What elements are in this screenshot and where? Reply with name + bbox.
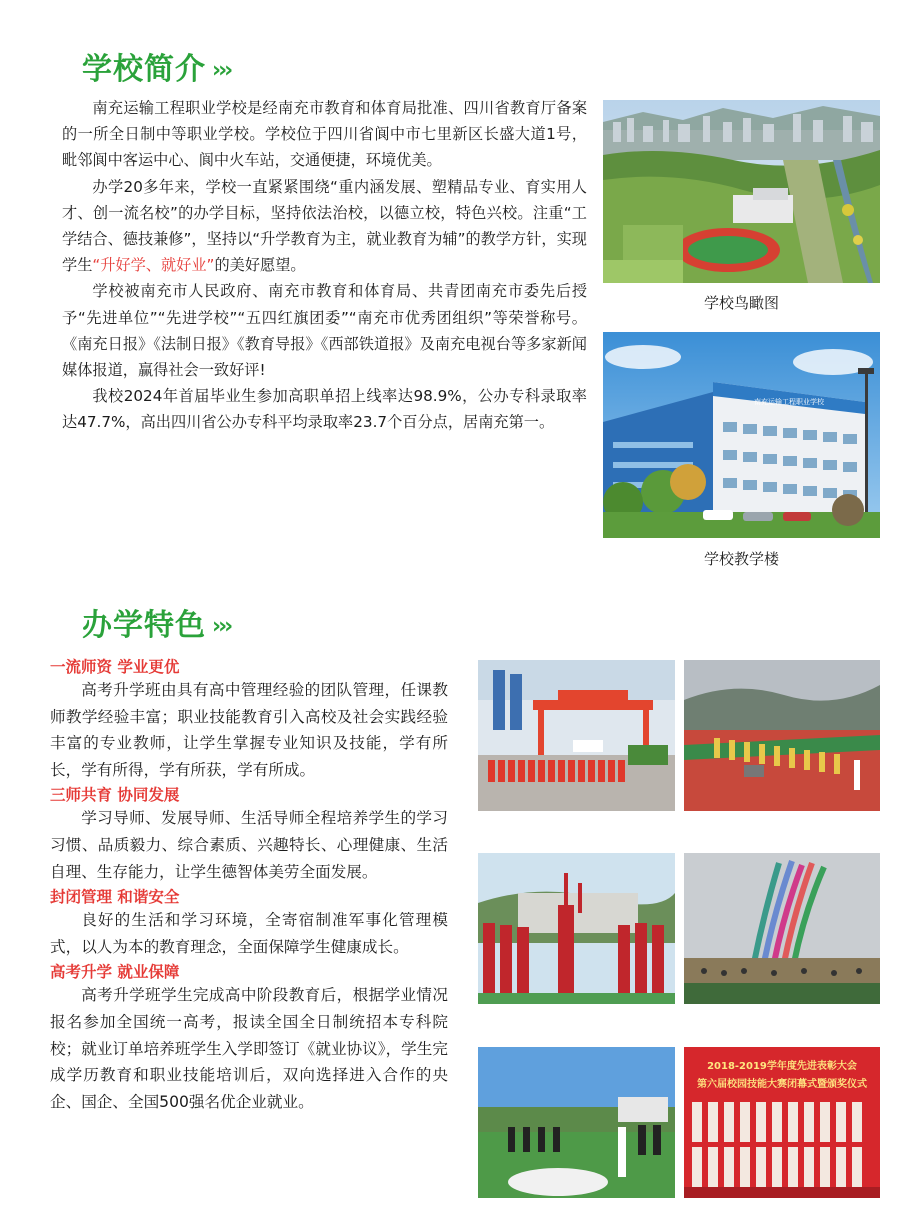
intro-p2-highlight: “升好学、就好业”: [92, 256, 215, 275]
fire-drill-photo: [478, 1047, 675, 1198]
feature-heading-1: 一流师资 学业更优: [50, 658, 180, 676]
banner-line-1: 2018-2019学年度先进表彰大会: [707, 1061, 857, 1072]
intro-p2-end: 的美好愿望。: [214, 256, 306, 275]
intro-paragraph-2: [62, 174, 587, 279]
banner-line-2: 第六届校园技能大赛闭幕式暨颁奖仪式: [697, 1079, 867, 1090]
intro-title: [82, 44, 230, 88]
building-sign-text: 南充运输工程职业学校: [754, 398, 824, 406]
teaching-building-image: [603, 332, 880, 538]
features-title-text: 办学特色: [82, 608, 206, 643]
aerial-view-image: [603, 100, 880, 283]
feature-heading-2: 三师共育 协同发展: [50, 786, 180, 805]
intro-paragraph-1: 南充运输工程职业学校是经南充市教育和体育局批准、四川省教育厅备案的一所全日制中等职业学校。学校位于四川省阆中市七里新区长盛大道1号，毗邻阆中客运中心、阆中火车站，交通便捷，环境优美。: [62, 99, 587, 170]
features-title: [82, 600, 230, 644]
feature-body-1: 高考升学班由具有高中管理经验的团队管理，任课教师教学经验丰富；职业技能教育引入高校及社会实践经验丰富的专业教师，让学生掌握专业知识及技能，学有所长，学有所得，学有所获，学有所成。: [50, 681, 448, 779]
intro-p2-text: 办学20多年来，学校一直紧紧围绕“重内涵发展、塑精品专业、育实用人才、创一流名校”的办学目标，坚持依法治校，以德立校，特色兴校。注重“工学结合、德技兼修”，坚持以“升学教育为主，就业教育为辅”的教学方针，实现学生: [62, 177, 587, 275]
feature-heading-3: 封闭管理 和谐安全: [50, 888, 180, 907]
feature-body-2: 学习导师、发展导师、生活导师全程培养学生的学习习惯、品质毅力、综合素质、兴趣特长、心理健康、生活自理、生存能力，让学生德智体美劳全面发展。: [50, 809, 448, 881]
students-flags-photo: [478, 853, 675, 1004]
chevrons-icon: ›››: [212, 58, 231, 83]
worksite-visit-photo: [478, 660, 675, 811]
feature-heading-4: 高考升学 就业保障: [50, 963, 180, 982]
intro-title-text: 学校简介: [82, 52, 206, 87]
feature-body-4: 高考升学班学生完成高中阶段教育后，根据学业情况报名参加全国统一高考，报读全国全日制统招本专科院校；就业订单培养班学生入学即签订《就业协议》，学生完成学历教育和职业技能培训后，双向选择进入合作的央企、国企、全国500强名优企业就业。: [50, 986, 448, 1111]
intro-paragraph-3: 学校被南充市人民政府、南充市教育和体育局、共青团南充市委先后授予“先进单位”“先进学校”“五四红旗团委”“南充市优秀团组织”等荣誉称号。《南充日报》《法制日报》《教育导报》《西部铁道报》及南充电视台等多家新闻媒体报道，赢得社会一致好评!: [62, 282, 587, 380]
teaching-building-photo: [603, 332, 880, 538]
intro-text: [62, 95, 587, 436]
teaching-building-caption: 学校教学楼: [703, 550, 779, 568]
intro-paragraph-4: 我校2024年首届毕业生参加高职单招上线率达98.9%，公办专科录取率达47.7%，高出四川省公办专科平均录取率23.7个百分点，居南充第一。: [62, 387, 587, 432]
colored-smoke-photo: [684, 853, 880, 1004]
features-list: [50, 655, 448, 1115]
feature-body-3: 良好的生活和学习环境，全寄宿制准军事化管理模式，以人为本的教育理念，全面保障学生健康成长。: [50, 911, 448, 956]
aerial-view-caption: 学校鸟瞰图: [703, 294, 779, 312]
parade-photo: [684, 660, 880, 811]
chevrons-icon: ›››: [212, 614, 231, 639]
aerial-view-photo: [603, 100, 880, 283]
award-ceremony-photo: [684, 1047, 880, 1198]
